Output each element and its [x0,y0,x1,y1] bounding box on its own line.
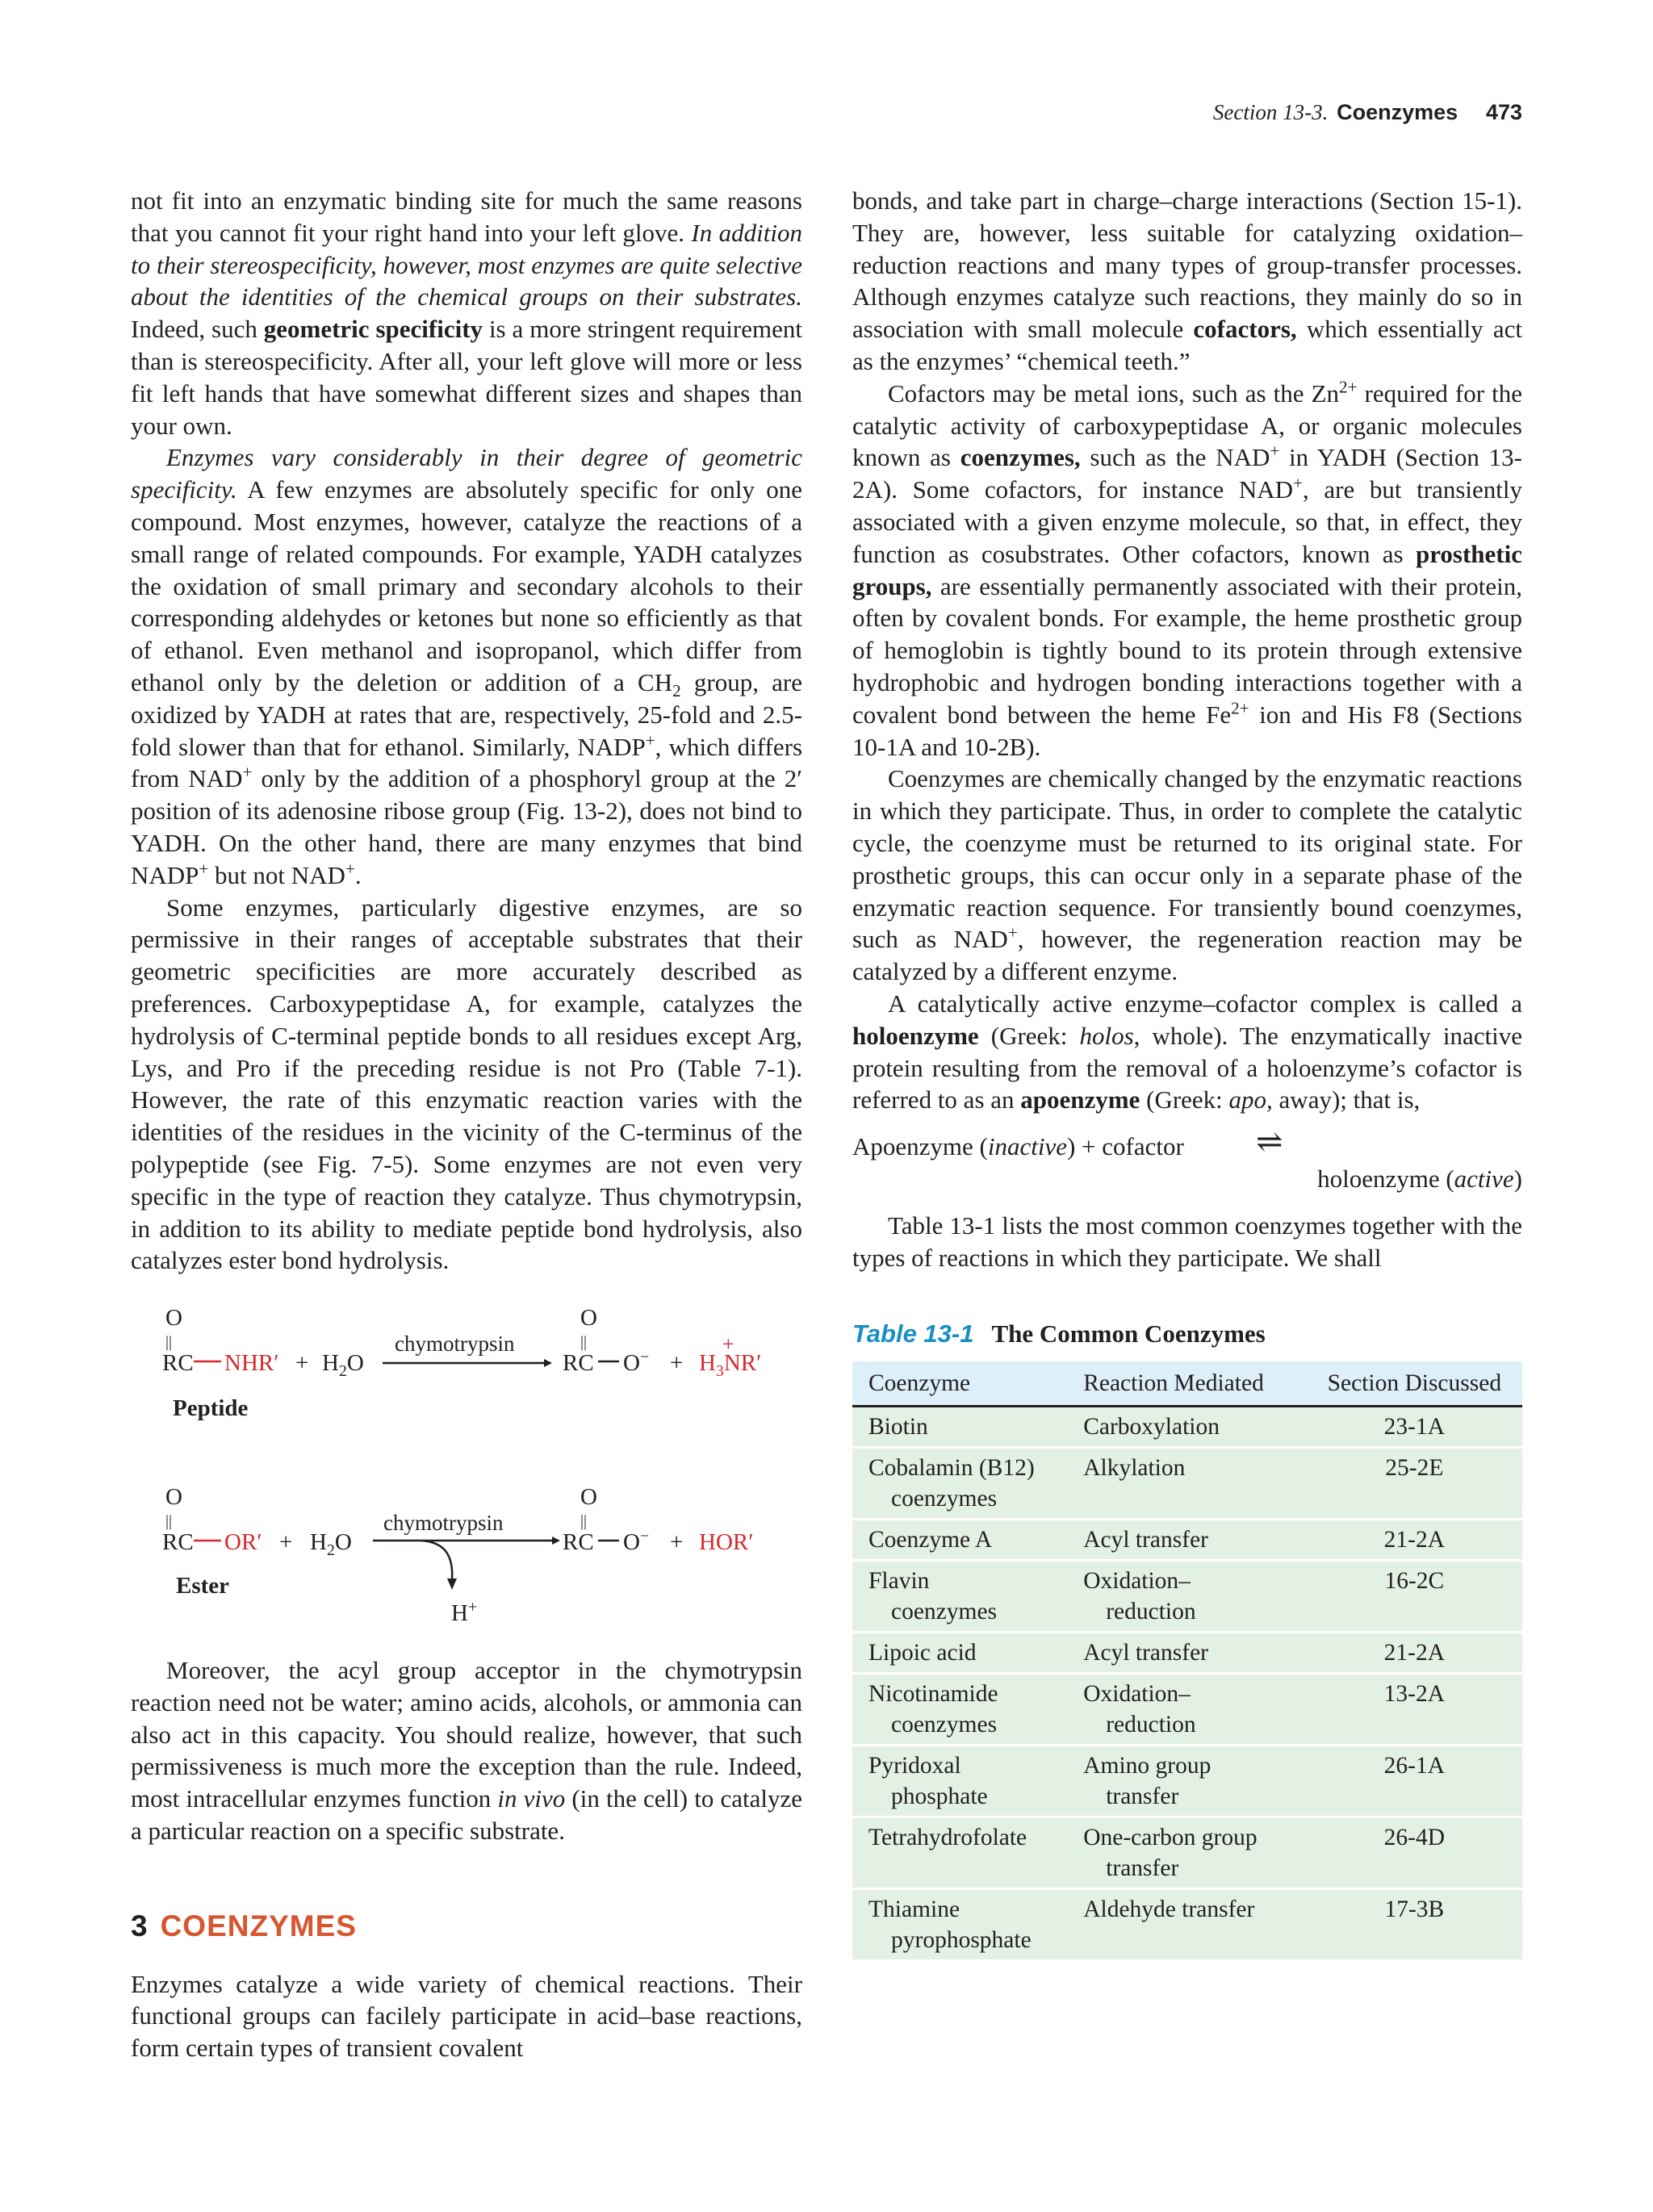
paragraph: Enzymes catalyze a wide variety of chemical reactions. Their functional groups can facilely participate in acid–base reactions, form certain types of transient covalent [131,1969,802,2063]
table-cell: Amino group transfer [1067,1745,1299,1817]
ester-hydrolysis-reaction: O || RC OR′ + $H_2O$ chymotrypsin O || RC O− + HOR′ Ester H+ [162,1484,754,1627]
table-cell: 26-4D [1299,1817,1522,1888]
table-row [852,1632,1522,1673]
paragraph: A catalytically active enzyme–cofactor complex is called a holoenzyme (Greek: holos, whole). The enzymatically inactive protein resulting from the removal of a holoenzyme’s cofactor is referred to as an apoenzyme (Greek: apo, away); that is, [852,989,1522,1114]
column-header: Section Discussed [1299,1361,1522,1407]
table-cell: Carboxylation [1067,1406,1299,1447]
apoenzyme-equation: Apoenzyme (inactive) + cofactor ⇌ holoenzyme (active) [852,1123,1522,1194]
coenzymes-table [852,1361,1522,1962]
section-heading [131,1910,802,1942]
table-cell: Tetrahydrofolate [852,1817,1067,1888]
table-cell: 21-2A [1299,1519,1522,1560]
table-cell: Cobalamin (B12) coenzymes [852,1447,1067,1519]
section-title: COENZYMES [160,1909,357,1942]
page-number: 473 [1485,100,1522,124]
column-header: Coenzyme [852,1361,1067,1407]
table-row [852,1406,1522,1447]
table-cell: One-carbon group transfer [1067,1817,1299,1888]
table-cell: Acyl transfer [1067,1519,1299,1560]
table-cell: Coenzyme A [852,1519,1067,1560]
running-header [1213,100,1522,125]
paragraph: Cofactors may be metal ions, such as the $Zn^{2+}$ required for the catalytic activity of carboxypeptidase A, or organic molecules known as coenzymes, such as the NAD+ in YADH (Section 13-2A). Some cofactors, for instance NAD+, are but transiently associated with a given enzyme molecule, so that, in effect, they function as cosubstrates. Other cofactors, known as prosthetic groups, are essentially permanently associated with their protein, often by covalent bonds. For example, the heme prosthetic group of hemoglobin is tightly bound to its protein through extensive hydrophobic and hydrogen bonding interactions together with a covalent bond between the heme $Fe^{2+}$ ion and His F8 (Sections 10-1A and 10-2B). [852,377,1523,761]
table-row [852,1745,1522,1817]
paragraph: bonds, and take part in charge–charge interactions (Section 15-1). They are, however, less suitable for catalyzing oxidation–reduction reactions and many types of group-transfer processes. Although enzymes catalyze such reactions, they mainly do so in association with small molecule cofactors, which essentially act as the enzymes’ “chemical teeth.” [852,186,1523,375]
paragraph: Moreover, the acyl group acceptor in the chymotrypsin reaction need not be water; amino acids, alcohols, or ammonia can also act in this capacity. You should realize, however, that such permissiveness is much more the exception than the rule. Indeed, most intracellular enzymes function in vivo (in the cell) to catalyze a particular reaction on a specific substrate. [131,1656,802,1846]
table-cell: 26-1A [1299,1745,1522,1817]
table-row [852,1519,1522,1560]
equilibrium-arrow: ⇌ [1256,1123,1283,1160]
table-cell: Lipoic acid [852,1632,1067,1673]
table-label: Table 13-1 [852,1319,974,1348]
table-cell: Flavin coenzymes [852,1560,1067,1632]
table-cell: Thiamine pyrophosphate [852,1888,1067,1960]
reaction-arrow [383,1357,552,1369]
table-header-row [852,1361,1522,1407]
table-cell: Alkylation [1067,1447,1299,1519]
table-cell: 21-2A [1299,1632,1522,1673]
table-row [852,1673,1522,1745]
paragraph: Some enzymes, particularly digestive enzymes, are so permissive in their ranges of acceptable substrates that their geometric specificities are more accurately described as preferences. Carboxypeptidase A, for example, catalyzes the hydrolysis of C-terminal peptide bonds to all residues except Arg, Lys, and Pro if the preceding residue is not Pro (Table 7-1). However, the rate of this enzymatic reaction varies with the identities of the residues in the vicinity of the C-terminus of the polypeptide (see Fig. 7-5). Some enzymes are not even very specific in the type of reaction they catalyze. Thus chymotrypsin, in addition to its ability to mediate peptide bond hydrolysis, also catalyzes ester bond hydrolysis. [131,893,802,1275]
table-cell: Oxidation– reduction [1067,1673,1299,1745]
table-cell: Oxidation– reduction [1067,1560,1299,1632]
table-cell: 13-2A [1299,1673,1522,1745]
table-row [852,1560,1522,1632]
table-row [852,1817,1522,1888]
left-column [131,185,802,2064]
column-header: Reaction Mediated [1067,1361,1299,1407]
right-column [852,185,1522,1962]
peptide-hydrolysis-reaction: O || RC NHR′ + $H_2O$ chymotrypsin O || RC O− + + $H_3NR'$ Peptide [162,1305,762,1422]
table-cell: Acyl transfer [1067,1632,1299,1673]
table-cell: Aldehyde transfer [1067,1888,1299,1960]
paragraph: Coenzymes are chemically changed by the enzymatic reactions in which they participate. Thus, in order to complete the catalytic cycle, the coenzyme must be returned to its original state. For prosthetic groups, this can occur only in a separate phase of the enzymatic reaction sequence. For transiently bound coenzymes, such as NAD+, however, the regeneration reaction may be catalyzed by a different enzyme. [852,764,1522,986]
table-cell: Pyridoxal phosphate [852,1745,1067,1817]
table-row [852,1447,1522,1519]
table-cell: 17-3B [1299,1888,1522,1960]
table-cell: Nicotinamide coenzymes [852,1673,1067,1745]
table-cell: 23-1A [1299,1406,1522,1447]
table-title: The Common Coenzymes [991,1319,1266,1348]
paragraph: not fit into an enzymatic binding site for much the same reasons that you cannot fit your right hand into your left glove. In addition to their stereospecificity, however, most enzymes are quite selective about the identities of the chemical groups on their substrates. Indeed, such geometric specificity is a more stringent requirement than is stereospecificity. After all, your left glove will more or less fit left hands that have somewhat different sizes and shapes than your own. [131,186,802,440]
table-cell: 25-2E [1299,1447,1522,1519]
table-caption [852,1318,1522,1350]
reaction-arrow [373,1535,560,1599]
table-cell: 16-2C [1299,1560,1522,1632]
section-number: 3 [131,1909,148,1942]
table-cell: Biotin [852,1406,1067,1447]
header-title: Coenzymes [1337,100,1458,124]
table-row [852,1888,1522,1960]
header-section: Section 13-3. [1212,100,1329,124]
paragraph: Table 13-1 lists the most common coenzymes together with the types of reactions in which they participate. We shall [852,1211,1522,1272]
paragraph: Enzymes vary considerably in their degree of geometric specificity. A few enzymes are absolutely specific for only one compound. Most enzymes, however, catalyze the reactions of a small range of related compounds. For example, YADH catalyzes the oxidation of small primary and secondary alcohols to their corresponding aldehydes or ketones but none so efficiently as that of ethanol. Even methanol and isopropanol, which differ from ethanol only by the deletion or addition of a $CH_2$ group, are oxidized by YADH at rates that are, respectively, 25-fold and 2.5-fold slower than that for ethanol. Similarly, NADP+, which differs from NAD+ only by the addition of a phosphoryl group at the 2′ position of its adenosine ribose group (Fig. 13-2), does not bind to YADH. On the other hand, there are many enzymes that bind NADP+ but not NAD+. [131,443,803,889]
